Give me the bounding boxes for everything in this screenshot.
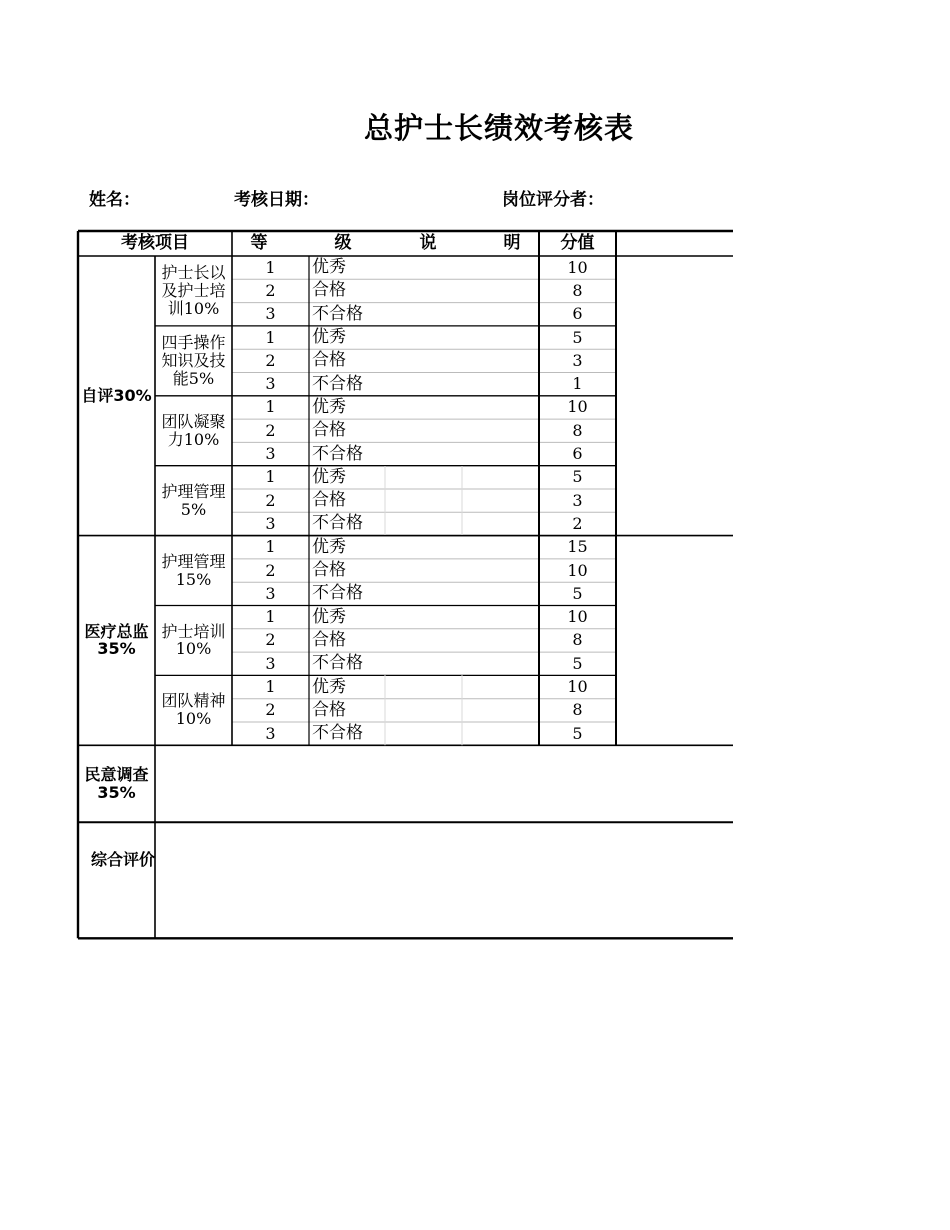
grade-description: 优秀 xyxy=(312,327,346,348)
grade-description: 合格 xyxy=(312,629,346,650)
grade-level: 2 xyxy=(265,350,276,370)
column-header-grade-char: 明 xyxy=(503,232,521,253)
sub-item-label: 护士长以及护士培训10% xyxy=(161,263,226,318)
score-value: 10 xyxy=(567,257,588,277)
sub-item-label: 四手操作知识及技能5% xyxy=(161,332,226,388)
score-value: 8 xyxy=(572,700,583,720)
grade-description: 优秀 xyxy=(312,396,346,417)
score-value: 3 xyxy=(572,350,583,370)
grade-level: 1 xyxy=(265,257,276,277)
grade-level: 1 xyxy=(265,327,276,347)
sub-item-label: 护士培训10% xyxy=(161,621,226,659)
grade-level: 3 xyxy=(265,513,276,533)
grade-description: 合格 xyxy=(312,490,346,511)
grade-description: 合格 xyxy=(312,280,346,301)
date-label: 考核日期： xyxy=(234,190,319,210)
grade-description: 合格 xyxy=(312,420,346,441)
score-value: 5 xyxy=(572,467,583,487)
page-title: 总护士长绩效考核表 xyxy=(363,111,634,145)
grade-description: 不合格 xyxy=(312,583,363,604)
grade-level: 3 xyxy=(265,304,276,324)
grade-level: 3 xyxy=(265,374,276,394)
score-value: 8 xyxy=(572,420,583,440)
grade-level: 3 xyxy=(265,444,276,464)
grade-level: 3 xyxy=(265,583,276,603)
grade-description: 优秀 xyxy=(312,676,346,697)
section-label: 自评30% xyxy=(81,385,152,405)
grade-description: 优秀 xyxy=(312,257,346,278)
score-value: 5 xyxy=(572,327,583,347)
grade-level: 2 xyxy=(265,490,276,510)
grade-description: 合格 xyxy=(312,699,346,720)
grade-level: 3 xyxy=(265,653,276,673)
score-value: 6 xyxy=(572,444,583,464)
score-value: 8 xyxy=(572,630,583,650)
grade-level: 2 xyxy=(265,700,276,720)
grade-description: 不合格 xyxy=(312,303,363,324)
score-value: 2 xyxy=(572,513,583,533)
score-value: 10 xyxy=(567,677,588,697)
column-header-grade-char: 等 xyxy=(250,232,268,253)
grade-level: 2 xyxy=(265,420,276,440)
column-header-grade-char: 说 xyxy=(419,232,437,253)
score-value: 15 xyxy=(567,537,588,557)
rater-label: 岗位评分者： xyxy=(502,190,604,210)
name-label: 姓名： xyxy=(89,190,140,210)
score-value: 5 xyxy=(572,723,583,743)
sub-item-label: 团队凝聚力10% xyxy=(161,411,226,449)
column-header-item: 考核项目 xyxy=(121,232,189,253)
score-value: 10 xyxy=(567,560,588,580)
grade-level: 1 xyxy=(265,677,276,697)
grade-description: 合格 xyxy=(312,560,346,581)
grade-level: 1 xyxy=(265,537,276,557)
score-value: 6 xyxy=(572,304,583,324)
section-label: 医疗总监35% xyxy=(84,621,149,659)
grade-level: 3 xyxy=(265,723,276,743)
grade-level: 2 xyxy=(265,630,276,650)
score-value: 5 xyxy=(572,583,583,603)
grade-description: 不合格 xyxy=(312,373,363,394)
survey-label: 民意调查35% xyxy=(84,764,149,802)
grade-level: 1 xyxy=(265,607,276,627)
grade-description: 不合格 xyxy=(312,513,363,534)
grade-description: 优秀 xyxy=(312,536,346,557)
grade-level: 2 xyxy=(265,560,276,580)
grade-description: 不合格 xyxy=(312,723,363,744)
score-value: 5 xyxy=(572,653,583,673)
score-value: 3 xyxy=(572,490,583,510)
sub-item-label: 护理管理5% xyxy=(161,481,226,519)
grade-description: 不合格 xyxy=(312,443,363,464)
overall-evaluation-label: 综合评价 xyxy=(90,850,155,870)
grade-description: 不合格 xyxy=(312,653,363,674)
grade-level: 2 xyxy=(265,280,276,300)
grade-description: 合格 xyxy=(312,350,346,371)
score-value: 8 xyxy=(572,280,583,300)
score-value: 1 xyxy=(572,374,583,394)
grade-description: 优秀 xyxy=(312,466,346,487)
column-header-grade-char: 级 xyxy=(334,232,352,253)
grade-level: 1 xyxy=(265,467,276,487)
score-value: 10 xyxy=(567,607,588,627)
sub-item-label: 团队精神10% xyxy=(161,691,226,729)
column-header-score: 分值 xyxy=(560,232,595,253)
grade-level: 1 xyxy=(265,397,276,417)
score-value: 10 xyxy=(567,397,588,417)
sub-item-label: 护理管理15% xyxy=(161,551,226,589)
grade-description: 优秀 xyxy=(312,606,346,627)
